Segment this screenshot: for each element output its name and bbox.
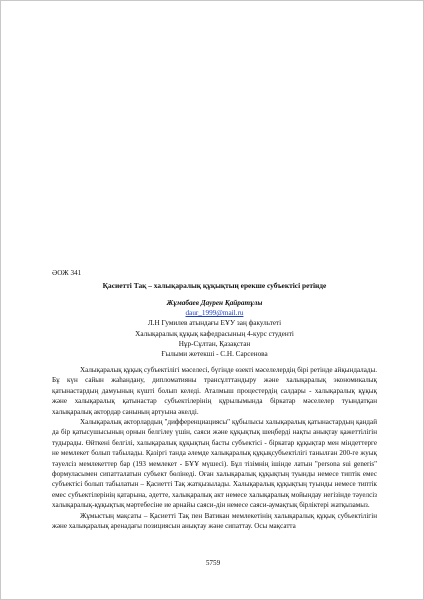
author-block [52, 298, 377, 359]
body-paragraph: Жұмыстың мақсаты – Қасиетті Тақ пен Ватикан мемлекетінің халықаралық құқық субъектілігін және халықаралық аренадағы позициясын анықтау және сипаттау. Осы мақсатта [52, 511, 377, 531]
article-title: Қасиетті Тақ – халықаралық құқықтың ерекше субъектісі ретінде [102, 281, 327, 290]
author-name: Жұмабаев Даурен Қайратұлы [166, 299, 263, 307]
page-number: 5759 [205, 559, 221, 567]
author-email-link[interactable]: daur_1999@mail.ru [185, 309, 244, 318]
author-affiliation-department: Халықаралық құқық кафедрасының 4-курс студенті [135, 329, 294, 338]
body-paragraph: Халықаралық құқық субъектілігі мәселесі, бүгінде өзекті мәселелердің бірі ретінде айқындалады. Бұ күн сайын жаһандану, дипломатияны трансұлттандыру және халықаралық экономикалық қатынастардың дамуының күшті болып келеді. Аталмыш процестердің салдары - халықаралық құқық және халықаралық қатынастар субъектілерінің құрылымында біркатар мәселелер туындатқан халықаралық актордар санының артуына әкелді. [52, 366, 377, 416]
author-location: Нұр-Сұлтан, Қазақстан [178, 339, 251, 348]
article-body [52, 365, 377, 532]
udc-code: ӘОЖ 341 [52, 269, 82, 277]
author-affiliation-faculty: Л.Н Гумилев атындағы ЕҰУ заң факультеті [147, 319, 282, 328]
body-paragraph: Халықаралық акторлардың "дифференциациясы" құбылысы халықаралық қатынастардың қандай да бір қатысушысының орнын белгілеу үшін, саяси және құқықтық шеңберді нақты анықтау қажеттілігін тудырады. Өйткені белгілі, халықаралық құқықтың басты субъектісі - біркатар құқықтар мен міндеттерге не мемлекет болып табылады. Қазіргі танда әлемде халықаралық құқықсубъектілігі танылған 200-ге жуық тәуелсіз мемлекеттер бар (193 мемлекет - БҰҰ мүшесі). Бұл тізімнің ішінде латын "persona sui generis" формуласымен сипатталатын субъект бөлінеді. Оған халықаралық құқықтың туынды немесе типтік емес субъектісі болып табылатын – Қасиетті Тақ жатқызылады. Халықаралық құқықтың туынды немесе типтік емес субъектілерінің қатарына, әдетте, халықаралық акт немесе халықаралық мойындау негізінде тәуелсіз халықаралық-құқықтық мәртебесіне ие арнайы саяси-дін немесе саяси-аумақтық бірліктері жатқызамыз. [52, 418, 377, 510]
author-email-line [52, 308, 377, 318]
author-supervisor: Ғылыми жетекші - С.Н. Сарсенова [161, 350, 268, 359]
